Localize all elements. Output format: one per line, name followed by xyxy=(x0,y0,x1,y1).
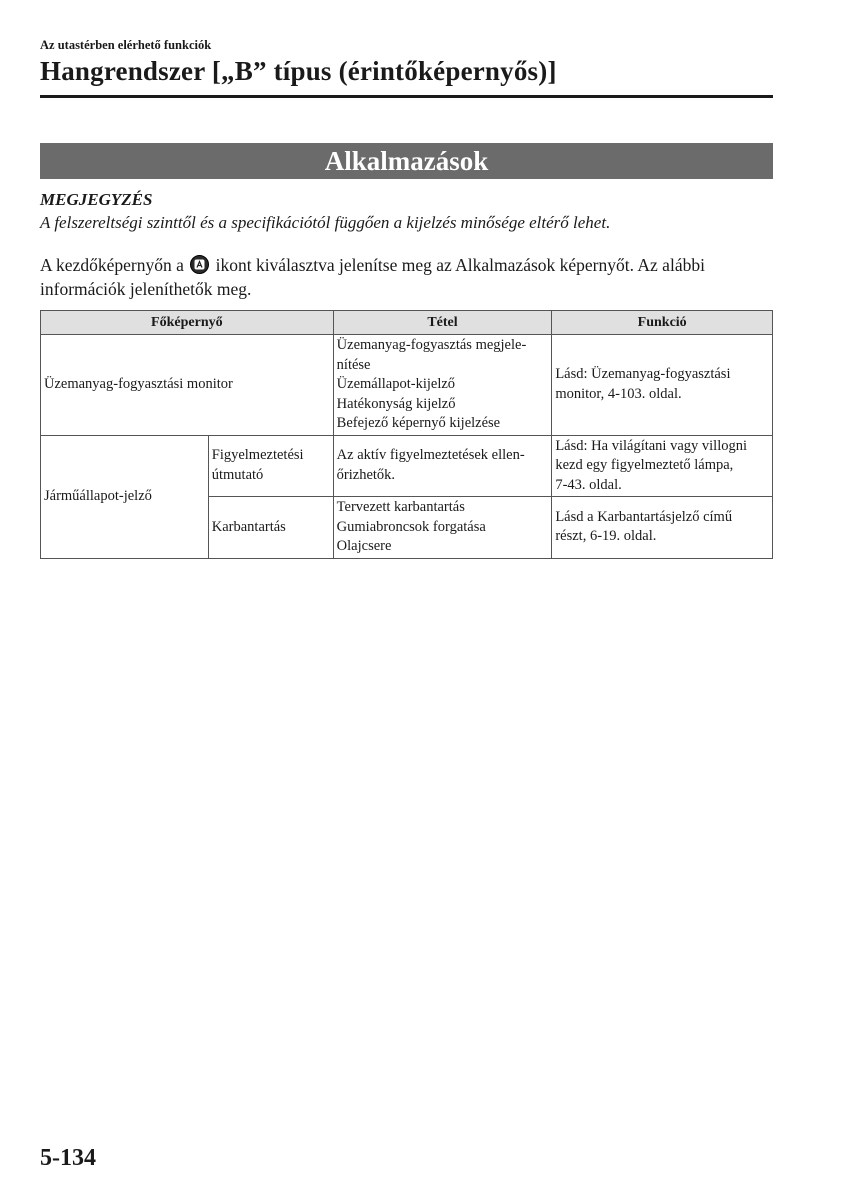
table-row xyxy=(41,435,773,497)
cell-line: kezd egy figyelmeztető lámpa, xyxy=(555,457,734,473)
item-cell xyxy=(333,497,552,559)
intro-text-before: A kezdőképernyőn a xyxy=(40,255,184,275)
cell-line: Az aktív figyelmeztetések ellen- xyxy=(336,447,525,464)
sub-screen-cell xyxy=(208,497,333,559)
sub-screen-cell xyxy=(208,435,333,497)
item-cell xyxy=(333,435,552,497)
cell-line: Olajcsere xyxy=(336,538,392,554)
cell-line: monitor, 4-103. oldal. xyxy=(555,385,682,402)
cell-line: Befejező képernyő kijelzése xyxy=(336,415,501,431)
note-text: A felszereltségi szinttől és a specifikációtól függően a kijelzés minősége eltérő lehet. xyxy=(40,213,611,232)
cell-line: Üzemállapot-kijelző xyxy=(336,376,456,392)
cell-line: Tervezett karbantartás xyxy=(336,499,465,515)
function-cell xyxy=(552,335,773,436)
column-header: Főképernyő xyxy=(41,311,334,335)
function-cell xyxy=(552,497,773,559)
cell-line: Lásd a Karbantartásjelző című xyxy=(555,508,733,525)
page-number: 5-134 xyxy=(40,1145,96,1171)
intro-paragraph xyxy=(40,253,775,301)
applications-icon xyxy=(190,255,209,274)
cell-line: Figyelmeztetési xyxy=(211,447,304,464)
column-header: Funkció xyxy=(552,311,773,335)
section-banner: Alkalmazások xyxy=(40,143,773,179)
cell-line: őrizhetők. xyxy=(336,466,396,483)
function-cell xyxy=(552,435,773,497)
title-divider xyxy=(40,95,773,98)
cell-line: Gumiabroncsok forgatása xyxy=(336,518,486,535)
cell-line: útmutató xyxy=(211,466,264,483)
page-title: Hangrendszer [„B” típus (érintőképernyős)] xyxy=(40,56,557,86)
cell-line: Lásd: Üzemanyag-fogyasztási xyxy=(555,366,731,383)
intro-text-after: ikont kiválasztva jelenítse meg az Alkalmazások képernyőt. Az alábbi információk jeleníthetők meg. xyxy=(40,255,705,299)
cell-line: nítése xyxy=(336,356,371,373)
column-header: Tétel xyxy=(333,311,552,335)
cell-line: Hatékonyság kijelző xyxy=(336,395,456,412)
note-heading: MEGJEGYZÉS xyxy=(40,190,153,209)
main-screen-cell: Üzemanyag-fogyasztási monitor xyxy=(41,335,334,436)
section-label: Az utastérben elérhető funkciók xyxy=(40,38,212,52)
cell-line: Karbantartás xyxy=(211,518,286,535)
table-header-row xyxy=(41,311,773,335)
cell-line: Üzemanyag-fogyasztás megjele- xyxy=(336,337,527,353)
cell-line: 7-43. oldal. xyxy=(555,476,622,493)
cell-line: részt, 6-19. oldal. xyxy=(555,528,657,545)
table-row xyxy=(41,335,773,436)
cell-line: Lásd: Ha világítani vagy villogni xyxy=(555,437,748,454)
applications-table xyxy=(40,310,773,559)
item-cell xyxy=(333,335,552,436)
main-screen-cell: Járműállapot-jelző xyxy=(41,435,209,558)
